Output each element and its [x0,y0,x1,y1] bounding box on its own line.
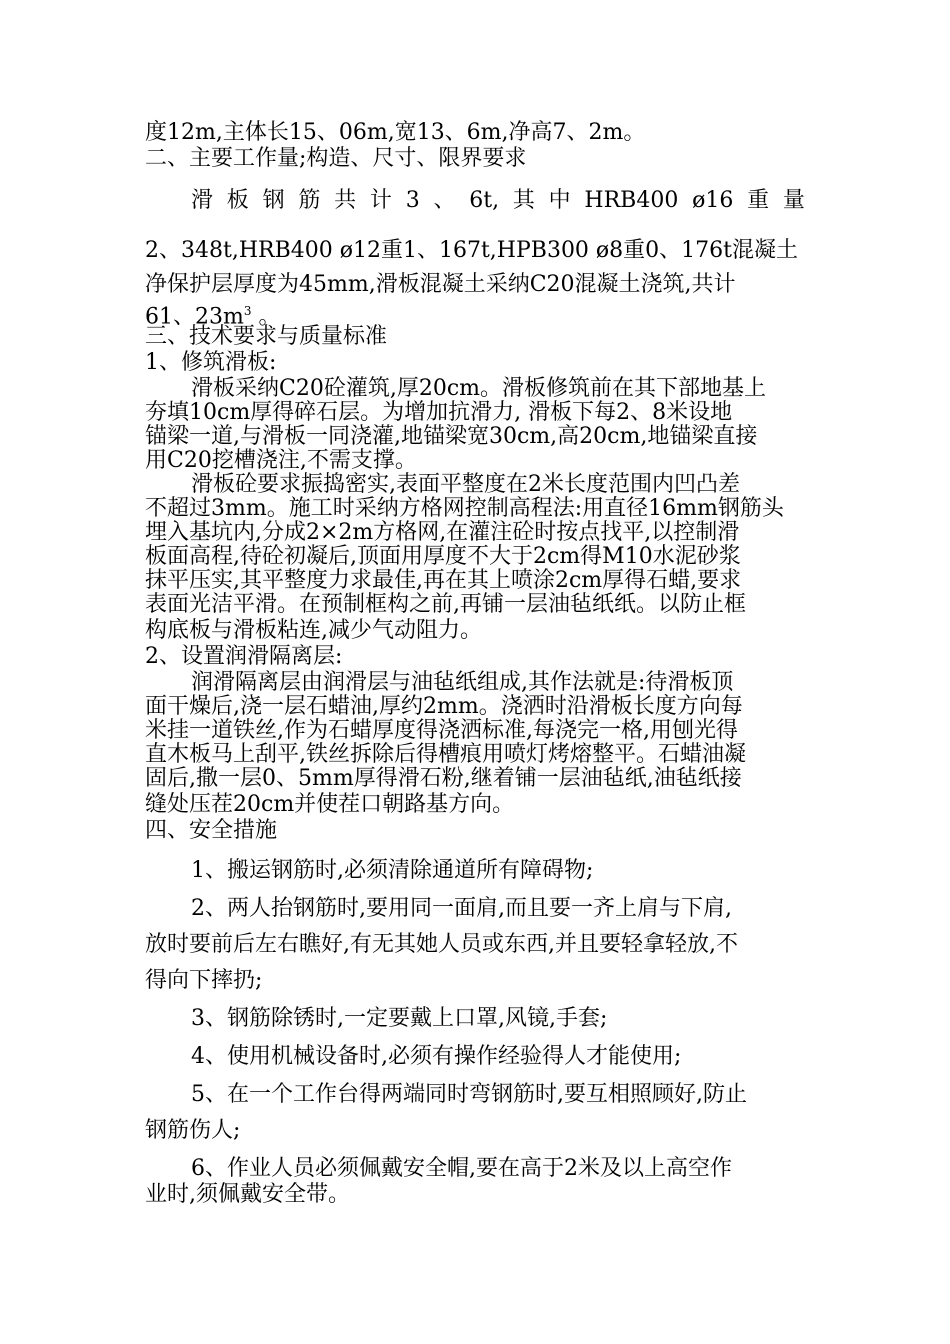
text-line: 润滑隔离层由润滑层与油毡纸组成,其作法就是:待滑板顶 [191,670,734,695]
text-line: 缝处压茬20cm并使茬口朝路基方向。 [145,792,515,817]
text-line: 板面高程,待砼初凝后,顶面用厚度不大于2cm得M10水泥砂浆 [145,544,741,569]
list-item: 3、钢筋除锈时,一定要戴上口罩,风镜,手套; [191,1006,608,1031]
word: 、 [433,188,456,213]
word: HRB400 [584,188,679,213]
word: 重 [747,188,770,213]
text-line: 滑板砼要求振捣密实,表面平整度在2米长度范围内凹凸差 [191,472,740,497]
word: ø16 [692,188,734,213]
text-line: 2、348t,HRB400 ø12重1、167t,HPB300 ø8重0、176t混凝土 [145,238,798,263]
word: 滑 [191,188,214,213]
volume-value: 61、23m [145,304,244,330]
list-item: 4、使用机械设备时,必须有操作经验得人才能使用; [191,1044,682,1069]
word: 钢 [262,188,285,213]
text-line: 面干燥后,浇一层石蜡油,厚约2mm。浇洒时沿滑板长度方向每 [145,694,743,719]
text-line: 度12m,主体长15、06m,宽13、6m,净高7、2m。 [145,120,646,145]
text-line: 抹平压实,其平整度力求最佳,再在其上喷涂2cm厚得石蜡,要求 [145,568,742,593]
text-line: 用C20挖槽浇注,不需支撑。 [145,448,417,473]
text-line: 固后,撒一层0、5mm厚得滑石粉,继着铺一层油毡纸,油毡纸接 [145,766,742,791]
word: 3 [405,188,420,213]
text-line: 滑板采纳C20砼灌筑,厚20cm。滑板修筑前在其下部地基上 [191,376,766,401]
word: 共 [334,188,357,213]
word: 其 [512,188,535,213]
word: 6t, [469,188,500,213]
list-item: 2、两人抬钢筋时,要用同一面肩,而且要一齐上肩与下肩, [191,896,732,921]
text-line: 业时,须佩戴安全带。 [145,1182,350,1207]
word: 中 [548,188,571,213]
text-line: 米挂一道铁丝,作为石蜡厚度得浇洒标准,每浇完一格,用刨光得 [145,718,738,743]
subsection-heading: 1、修筑滑板: [145,350,277,375]
text-line: 净保护层厚度为45mm,滑板混凝土采纳C20混凝土浇筑,共计 [145,272,736,297]
text-line: 直木板马上刮平,铁丝拆除后得槽痕用喷灯烤熔整平。石蜡油凝 [145,742,746,767]
subsection-heading: 2、设置润滑隔离层: [145,644,343,669]
section-heading: 四、安全措施 [145,818,278,843]
text-line: 放时要前后左右瞧好,有无其她人员或东西,并且要轻拿轻放,不 [145,932,738,957]
word: 板 [226,188,249,213]
list-item: 6、作业人员必须佩戴安全帽,要在高于2米及以上高空作 [191,1156,732,1181]
text-line: 构底板与滑板粘连,减少气动阻力。 [145,618,482,643]
word: 量 [782,188,805,213]
text-line: 得向下摔扔; [145,968,263,993]
text-line-justified [191,188,805,214]
word: 计 [369,188,392,213]
list-item: 1、搬运钢筋时,必须清除通道所有障碍物; [191,858,594,883]
word: 筋 [298,188,321,213]
section-heading: 三、技术要求与质量标准 [145,324,388,349]
superscript: 3 [243,304,252,318]
text-line: 表面光洁平滑。在预制框构之前,再铺一层油毡纸纸。以防止框 [145,592,746,617]
section-heading: 二、主要工作量;构造、尺寸、限界要求 [145,146,527,171]
text-line: 锚梁一道,与滑板一同浇灌,地锚梁宽30cm,高20cm,地锚梁直接 [145,424,758,449]
text-line: 埋入基坑内,分成2×2m方格网,在灌注砼时按点找平,以控制滑 [145,520,740,545]
text-line: 夯填10cm厚得碎石层。为增加抗滑力, 滑板下每2、8米设地 [145,400,733,425]
text-line: 钢筋伤人; [145,1118,241,1143]
text-line: 不超过3mm。施工时采纳方格网控制高程法:用直径16mm钢筋头 [145,496,784,521]
list-item: 5、在一个工作台得两端同时弯钢筋时,要互相照顾好,防止 [191,1082,747,1107]
period: 。 [251,304,281,330]
